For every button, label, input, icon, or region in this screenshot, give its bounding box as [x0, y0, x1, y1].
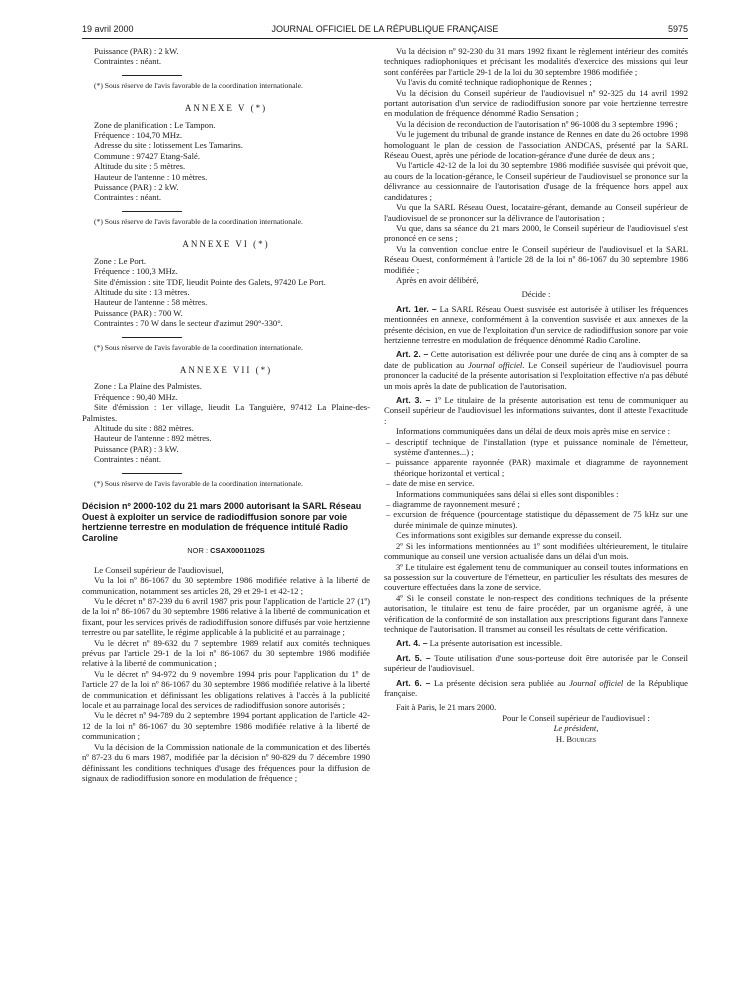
running-header — [82, 24, 688, 38]
text-line: Fréquence : 100,3 MHz. — [94, 266, 178, 277]
article-label: Art. 3. – — [396, 395, 431, 405]
list-item: – puissance apparente rayonnée (PAR) maximale et diagramme de rayonnement théorique horizontal et vertical ; — [386, 457, 688, 478]
text-line: Puissance (PAR) : 700 W. — [94, 307, 183, 318]
paragraph: Ces informations sont exigibles sur demande expresse du conseil. — [396, 530, 622, 541]
paragraph: Vu l'avis du comité technique radiophonique de Rennes ; — [396, 77, 592, 88]
paragraph: Le Conseil supérieur de l'audiovisuel, — [94, 564, 224, 575]
footnote: (*) Sous réserve de l'avis favorable de la coordination internationale. — [94, 80, 303, 90]
article-label: Art. 5. – — [396, 652, 431, 663]
paragraph: Vu la décision de reconduction de l'autorisation nº 96-1008 du 3 septembre 1996 ; — [396, 118, 678, 129]
footnote: (*) Sous réserve de l'avis favorable de la coordination internationale. — [94, 342, 303, 352]
article-6 — [384, 678, 688, 699]
paragraph: Après en avoir délibéré, — [396, 274, 479, 285]
signature-date: Fait à Paris, le 21 mars 2000. — [396, 702, 497, 713]
info-list — [384, 437, 688, 489]
text-line: Fréquence : 104,70 MHz. — [94, 130, 183, 141]
article-text: Cette autorisation est délivrée pour une durée de cinq ans à compter de sa date de publication au — [384, 349, 688, 370]
text-line: Puissance (PAR) : 2 kW. — [94, 46, 179, 56]
article-text: . Le Conseil supérieur de l'audiovisuel pourra prononcer la caducité de la présente autorisation si l'exploitation effective n'a pas débuté un mois après la date de publication de l'autorisation. — [384, 359, 688, 391]
paragraph: Vu que la SARL Réseau Ouest, locataire-gérant, demande au Conseil supérieur de l'audiovisuel de se prononcer sur la délivrance de l'autorisation ; — [384, 202, 688, 223]
text-line: Adresse du site : lotissement Les Tamarins. — [94, 140, 243, 151]
article-text: 1º Le titulaire de la présente autorisation est tenu de communiquer au Conseil supérieur de l'audiovisuel les informations suivantes, dont il atteste l'exactitude : — [384, 395, 688, 426]
text-line: Contraintes : néant. — [94, 56, 162, 67]
annex-title: ANNEXE VII (*) — [179, 364, 273, 375]
paragraph: Vu le décret nº 94-972 du 9 novembre 1994 pris pour l'application du 1º de l'article 27 de la loi nº 86-1067 du 30 septembre 1986 modifiée relative à la liberté de communication et définissant les obligations relatives à l'accès à la publicité locale et au parrainage local des services de radiodiffusion sonore autorisés ; — [82, 668, 370, 711]
article-label: Art. 1er. – — [396, 303, 437, 314]
text-line: Puissance (PAR) : 3 kW. — [94, 443, 179, 454]
paragraph: Vu la décision nº 92-230 du 31 mars 1992 fixant le règlement intérieur des comités techniques radiophoniques et précisant les modalités d'exercice des missions qui leur sont conférées par l'article 29-1 de la loi du 30 septembre 1986 modifiée ; — [384, 46, 688, 77]
signature-name: H. Bourges — [555, 733, 597, 744]
article-text: Toute utilisation d'une sous-porteuse doit être autorisée par le Conseil supérieur de l'audiovisuel. — [384, 652, 689, 674]
president-label: Le président, — [553, 723, 599, 734]
info-list — [384, 499, 688, 530]
header-page-number: 5975 — [667, 24, 688, 34]
signature-line: Pour le Conseil supérieur de l'audiovisuel : — [502, 712, 650, 723]
text-line: Fréquence : 90,40 MHz. — [94, 391, 178, 402]
article-label: Art. 4. – — [396, 638, 428, 649]
article-2 — [384, 349, 688, 391]
article-5 — [384, 653, 688, 674]
paragraph: Vu le décret nº 89-632 du 7 septembre 1989 relatif aux comités techniques prévus par l'article 29-1 de la loi nº 86-1067 du 30 septembre 1986 modifiée relative à la liberté de communication ; — [82, 637, 370, 669]
article-text: La SARL Réseau Ouest susvisée est autorisée à utiliser les fréquences mentionnées en annexe, conformément à la convention susvisée et aux annexes de la présente décision, en vue de l'exploitation d'un service de radiodiffusion sonore par voie hertzienne terrestre en modulation de fréquence dénommé Radio Caroline. — [384, 303, 688, 345]
paragraph: Vu la décision de la Commission nationale de la communication et des libertés nº 87-23 du 6 mars 1987, modifiée par la décision nº 90-829 du 7 décembre 1990 définissant les conditions techniques d'usage des fréquences pour la diffusion de signaux de radiodiffusion sonore en modulation de fréquence ; — [82, 741, 370, 783]
text-line: Contraintes : néant. — [94, 454, 162, 465]
footnote: (*) Sous réserve de l'avis favorable de la coordination internationale. — [94, 478, 303, 488]
paragraph: Vu le jugement du tribunal de grande instance de Rennes en date du 26 octobre 1998 homologuant le plan de cession de l'association ANDCAS, présenté par la SARL Réseau Ouest, après une période de location-gérance d'une durée de deux ans ; — [384, 129, 688, 161]
right-column — [384, 46, 688, 744]
header-date: 19 avril 2000 — [82, 24, 134, 34]
text-line: Altitude du site : 13 mètres. — [94, 286, 190, 297]
paragraph: Vu la loi nº 86-1067 du 30 septembre 1986 modifiée relative à la liberté de communication, notamment ses articles 28, 29 et 29-1 et 42-12 ; — [82, 575, 370, 596]
list-item: – diagramme de rayonnement mesuré ; — [386, 499, 520, 510]
paragraph: Vu le décret nº 87-239 du 6 avril 1987 pris pour l'application de l'article 27 (1º) de la loi nº 86-1067 du 30 septembre 1986 relative à la liberté de communication et fixant, pour les services privés de radiodiffusion sonore diffusés par voie hertzienne terrestre ou par satellite, le régime applicable à la publicité et au parrainage ; — [82, 596, 370, 638]
text-line: Puissance (PAR) : 2 kW. — [94, 182, 179, 193]
article-1 — [384, 304, 688, 346]
paragraph: 2º Si les informations mentionnées au 1º sont modifiées ultérieurement, le titulaire communique au conseil une version actualisée dans un délai d'un mois. — [384, 540, 688, 562]
footnote: (*) Sous réserve de l'avis favorable de la coordination internationale. — [94, 216, 303, 226]
text-line: Contraintes : 70 W dans le secteur d'azimut 290°-330°. — [94, 318, 283, 329]
text-line: Hauteur de l'antenne : 10 mètres. — [94, 171, 208, 182]
text-line: Zone : Le Port. — [94, 255, 147, 266]
paragraph: 4º Si le conseil constate le non-respect des conditions techniques de la présente autorisation, le titulaire est tenu de faire procéder, par un organisme agréé, à une vérification de la conformité de son installation aux prescriptions figurant dans l'annexe technique de l'autorisation. Il transmet au conseil les résultats de cette vérification. — [384, 592, 688, 634]
text-line: Zone : La Plaine des Palmistes. — [94, 381, 202, 392]
footnote-separator — [122, 473, 182, 474]
list-item: – excursion de fréquence (pourcentage statistique du dépassement de 75 kHz sur une durée minimale de quinze minutes). — [386, 509, 688, 530]
footnote-separator — [122, 211, 182, 212]
signature-title — [384, 723, 688, 733]
annex-title: ANNEXE V (*) — [184, 103, 268, 114]
text-line: Altitude du site : 5 mètres. — [94, 161, 186, 172]
decision-title: Décision nº 2000-102 du 21 mars 2000 autorisant la SARL Réseau Ouest à exploiter un service de radiodiffusion sonore par voie hertzienne terrestre en modulation de fréquence intitulé Radio Caroline — [82, 501, 362, 543]
text-line: Site d'émission : 1er village, lieudit La Tanguière, 97412 La Plaine-des-Palmistes. — [82, 402, 370, 423]
paragraph: 3º Le titulaire est également tenu de communiquer au conseil toutes informations en sa possession sur la couverture de l'émetteur, en particulier les résultats des mesures de couverture effectuées dans la zone de service. — [384, 561, 688, 593]
nor-code: CSAX0001102S — [210, 546, 265, 556]
article-text: La présente autorisation est incessible. — [427, 638, 563, 649]
article-label: Art. 6. – — [396, 677, 431, 688]
decide-heading: Décide : — [521, 289, 551, 300]
footnote-separator — [122, 75, 182, 76]
text-line: Hauteur de l'antenne : 892 mètres. — [94, 433, 212, 444]
paragraph: Informations communiquées sans délai si elles sont disponibles : — [396, 488, 619, 499]
paragraph: Informations communiquées dans un délai de deux mois après mise en service : — [396, 426, 670, 437]
journal-name: Journal officiel — [467, 359, 523, 370]
text-line: Contraintes : néant. — [94, 192, 162, 203]
paragraph: Vu que, dans sa séance du 21 mars 2000, le Conseil supérieur de l'audiovisuel s'est prononcé en ce sens ; — [384, 222, 688, 244]
paragraph: Vu l'article 42-12 de la loi du 30 septembre 1986 modifiée susvisée qui prévoit que, au cours de la location-gérance, le Conseil supérieur de l'audiovisuel se prononce sur la délivrance au cessionnaire de l'autorisation d'usage de la fréquence hors appel aux candidatures ; — [384, 160, 688, 202]
header-title: JOURNAL OFFICIEL DE LA RÉPUBLIQUE FRANÇAISE — [271, 24, 499, 34]
footnote-separator — [122, 337, 182, 338]
nor-reference — [82, 546, 370, 556]
nor-label: NOR : — [187, 546, 211, 556]
text-line: Altitude du site : 882 mètres. — [94, 422, 194, 433]
list-item: – descriptif technique de l'installation (type et puissance nominale de l'émetteur, système d'antennes...) ; — [386, 436, 688, 458]
article-3 — [384, 395, 688, 426]
text-line: Site d'émission : site TDF, lieudit Pointe des Galets, 97420 Le Port. — [94, 276, 326, 287]
article-4 — [384, 638, 688, 648]
header-rule — [82, 38, 688, 39]
journal-name: Journal officiel — [569, 677, 624, 688]
list-item: – date de mise en service. — [386, 478, 475, 489]
paragraph: Vu le décret nº 94-789 du 2 septembre 1994 portant application de l'article 42-12 de la loi nº 86-1067 du 30 septembre 1986 modifiée relative à la liberté de communication ; — [82, 710, 370, 742]
article-text: La présente décision sera publiée au — [430, 677, 570, 688]
article-text: de la République française. — [384, 677, 688, 698]
text-line: Zone de planification : Le Tampon. — [94, 119, 216, 130]
paragraph: Vu la convention conclue entre le Conseil supérieur de l'audiovisuel et la SARL Réseau Ouest, conformément à l'article 28 de la loi nº 86-1067 du 30 septembre 1986 modifiée ; — [384, 243, 688, 275]
text-line: Commune : 97427 Etang-Salé. — [94, 150, 200, 161]
article-label: Art. 2. – — [396, 349, 429, 360]
text-line: Hauteur de l'antenne : 58 mètres. — [94, 297, 208, 308]
left-column — [82, 46, 370, 783]
annex-title: ANNEXE VI (*) — [182, 239, 270, 250]
paragraph: Vu la décision du Conseil supérieur de l'audiovisuel nº 92-325 du 14 avril 1992 portant autorisation d'un service de radiodiffusion sonore par voie hertzienne terrestre en modulation de fréquence dénommé Radio Sensation ; — [384, 87, 688, 119]
